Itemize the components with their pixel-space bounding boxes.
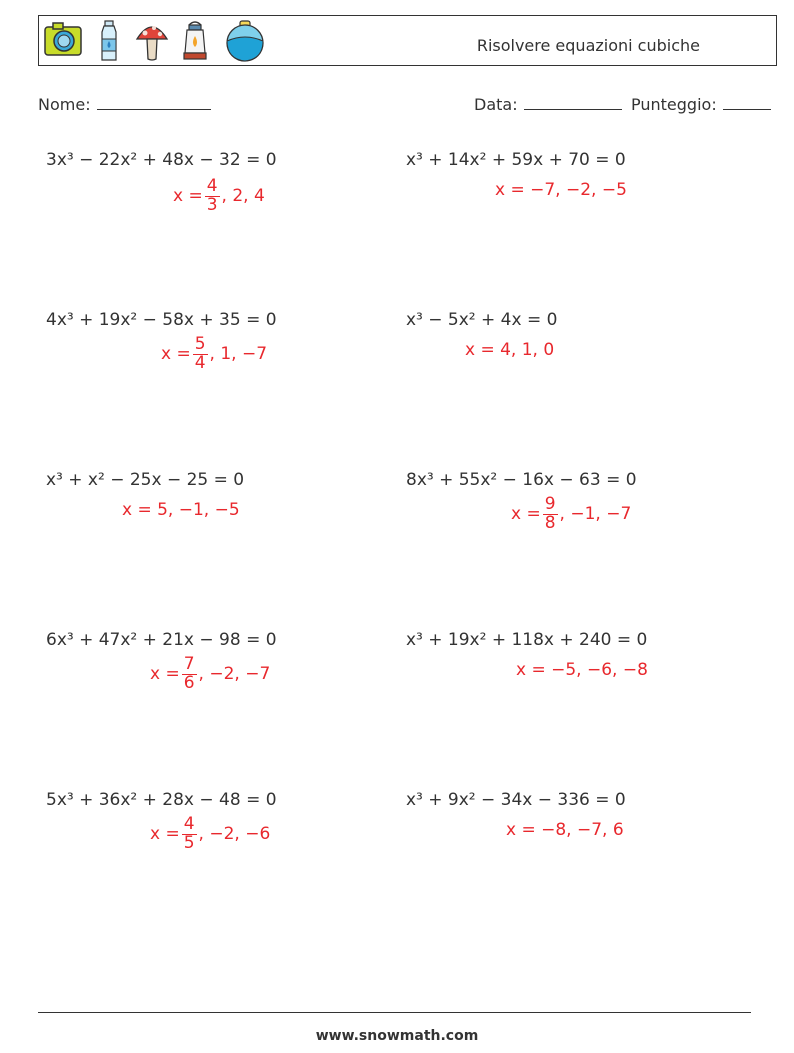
answer-prefix: x = xyxy=(150,664,180,685)
problem-answer xyxy=(511,496,631,533)
answer-fraction xyxy=(182,656,197,693)
problem-equation: 8x³ + 55x² − 16x − 63 = 0 xyxy=(406,470,637,490)
camera-icon xyxy=(43,19,83,59)
fraction-denominator: 4 xyxy=(194,352,206,373)
problem-answer: x = −8, −7, 6 xyxy=(506,820,624,840)
problem-equation: 6x³ + 47x² + 21x − 98 = 0 xyxy=(46,630,277,650)
fraction-numerator: 7 xyxy=(183,654,195,674)
fraction-numerator: 4 xyxy=(206,176,218,196)
problem-answer xyxy=(161,336,267,373)
name-field[interactable] xyxy=(38,95,211,114)
answer-suffix: , −2, −7 xyxy=(198,664,271,685)
problem-answer: x = 5, −1, −5 xyxy=(122,500,240,520)
problem-equation: 3x³ − 22x² + 48x − 32 = 0 xyxy=(46,150,277,170)
problem-answer: x = −5, −6, −8 xyxy=(516,660,648,680)
answer-fraction xyxy=(193,336,208,373)
answer-suffix: , −2, −6 xyxy=(198,824,271,845)
score-field[interactable] xyxy=(631,95,771,114)
answer-fraction xyxy=(543,496,558,533)
answer-prefix: x = xyxy=(173,186,203,207)
name-label: Nome: xyxy=(38,95,91,114)
answer-fraction xyxy=(182,816,197,853)
fraction-numerator: 5 xyxy=(194,334,206,354)
water-bottle-icon xyxy=(97,19,121,63)
mushroom-icon xyxy=(135,19,169,63)
problem-equation: 5x³ + 36x² + 28x − 48 = 0 xyxy=(46,790,277,810)
answer-suffix: , 2, 4 xyxy=(221,186,265,207)
footer-url[interactable]: www.snowmath.com xyxy=(315,1028,479,1044)
problem-equation: x³ + 14x² + 59x + 70 = 0 xyxy=(406,150,626,170)
answer-suffix: , 1, −7 xyxy=(209,344,268,365)
date-label: Data: xyxy=(474,95,518,114)
fraction-denominator: 3 xyxy=(206,194,218,215)
footer-divider xyxy=(38,1012,751,1013)
problem-equation: x³ − 5x² + 4x = 0 xyxy=(406,310,558,330)
header-box xyxy=(38,15,777,66)
problem-answer xyxy=(173,178,265,215)
answer-prefix: x = xyxy=(511,504,541,525)
bucket-icon xyxy=(223,19,267,63)
answer-suffix: , −1, −7 xyxy=(559,504,632,525)
answer-fraction xyxy=(205,178,220,215)
answer-prefix: x = xyxy=(150,824,180,845)
problem-equation: x³ + x² − 25x − 25 = 0 xyxy=(46,470,245,490)
problem-equation: x³ + 9x² − 34x − 336 = 0 xyxy=(406,790,626,810)
date-blank[interactable] xyxy=(524,95,622,110)
page-title: Risolvere equazioni cubiche xyxy=(476,36,700,55)
score-label: Punteggio: xyxy=(631,95,717,114)
date-field[interactable] xyxy=(474,95,622,114)
problem-equation: 4x³ + 19x² − 58x + 35 = 0 xyxy=(46,310,277,330)
problem-answer: x = −7, −2, −5 xyxy=(495,180,627,200)
fraction-numerator: 9 xyxy=(544,494,556,514)
fraction-denominator: 8 xyxy=(544,512,556,533)
fraction-denominator: 6 xyxy=(183,672,195,693)
lantern-icon xyxy=(181,19,209,63)
problem-answer xyxy=(150,656,270,693)
name-blank[interactable] xyxy=(97,95,211,110)
answer-prefix: x = xyxy=(161,344,191,365)
problem-answer xyxy=(150,816,270,853)
fraction-denominator: 5 xyxy=(183,832,195,853)
fraction-numerator: 4 xyxy=(183,814,195,834)
score-blank[interactable] xyxy=(723,95,771,110)
problem-answer: x = 4, 1, 0 xyxy=(465,340,555,360)
problem-equation: x³ + 19x² + 118x + 240 = 0 xyxy=(406,630,648,650)
